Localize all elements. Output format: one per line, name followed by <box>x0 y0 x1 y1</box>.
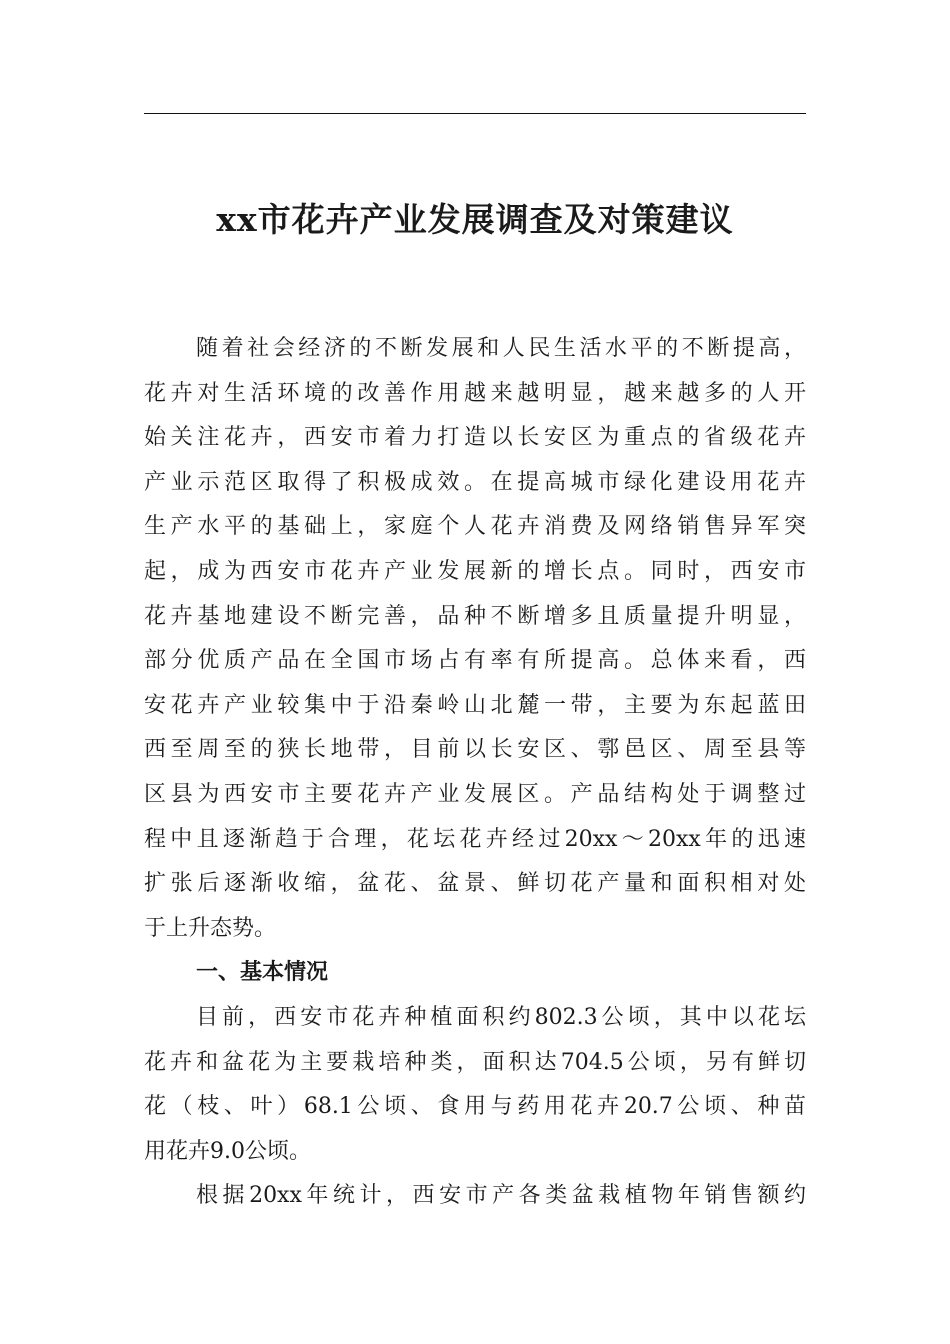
paragraph-1-line: 区县为西安市主要花卉产业发展区。产品结构处于调整过 <box>144 781 806 807</box>
paragraph-1-line: 部分优质产品在全国市场占有率有所提高。总体来看，西 <box>144 648 806 674</box>
paragraph-1-line: 于上升态势。 <box>144 915 277 941</box>
paragraph-1-line: 随着社会经济的不断发展和人民生活水平的不断提高， <box>196 336 806 361</box>
paragraph-1-line: 安花卉产业较集中于沿秦岭山北麓一带，主要为东起蓝田 <box>144 692 806 718</box>
paragraph-3-line: 根据20xx年统计，西安市产各类盆栽植物年销售额约 <box>196 1183 806 1209</box>
paragraph-2-line: 目前，西安市花卉种植面积约802.3公顷，其中以花坛 <box>196 1004 806 1030</box>
header-rule <box>144 113 806 114</box>
section-heading: 一、基本情况 <box>196 960 329 986</box>
paragraph-1-line: 扩张后逐渐收缩，盆花、盆景、鲜切花产量和面积相对处 <box>144 871 806 897</box>
paragraph-1-line: 花卉对生活环境的改善作用越来越明显，越来越多的人开 <box>144 380 806 406</box>
paragraph-1-line: 产业示范区取得了积极成效。在提高城市绿化建设用花卉 <box>144 469 806 495</box>
paragraph-2-line: 花（枝、叶）68.1公顷、食用与药用花卉20.7公顷、种苗 <box>144 1094 806 1120</box>
document-title: xx市花卉产业发展调查及对策建议 <box>216 200 734 239</box>
paragraph-1-line: 起，成为西安市花卉产业发展新的增长点。同时，西安市 <box>144 558 806 584</box>
paragraph-1-line: 花卉基地建设不断完善，品种不断增多且质量提升明显， <box>144 603 806 629</box>
document-body <box>144 327 806 1219</box>
paragraph-2-line: 花卉和盆花为主要栽培种类，面积达704.5公顷，另有鲜切 <box>144 1049 806 1075</box>
paragraph-2-line: 用花卉9.0公顷。 <box>144 1138 311 1164</box>
paragraph-1-line: 程中且逐渐趋于合理，花坛花卉经过20xx～20xx年的迅速 <box>144 826 806 852</box>
paragraph-1-line: 生产水平的基础上，家庭个人花卉消费及网络销售异军突 <box>144 514 806 540</box>
paragraph-1-line: 始关注花卉，西安市着力打造以长安区为重点的省级花卉 <box>144 425 806 451</box>
paragraph-1-line: 西至周至的狭长地带，目前以长安区、鄠邑区、周至县等 <box>144 737 806 763</box>
